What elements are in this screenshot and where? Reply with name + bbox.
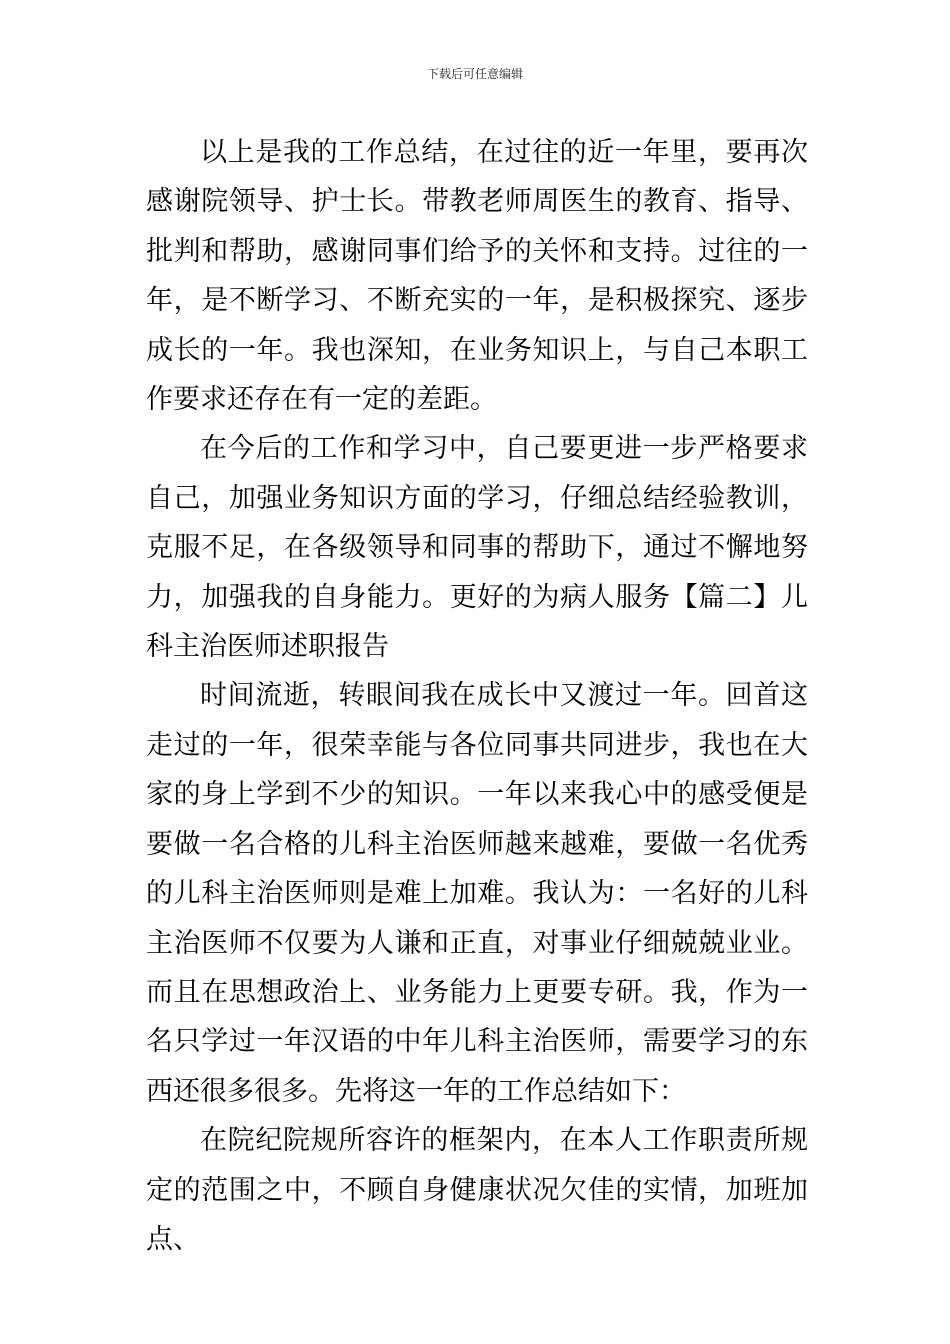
paragraph-4: 在院纪院规所容许的框架内，在本人工作职责所规定的范围之中，不顾自身健康状况欠佳的实情，加班加点、 — [146, 1125, 808, 1255]
paragraph-3: 时间流逝，转眼间我在成长中又渡过一年。回首这走过的一年，很荣幸能与各位同事共同进步，我也在大家的身上学到不少的知识。一年以来我心中的感受便是要做一名合格的儿科主治医师越来越难，要做一名优秀的儿科主治医师则是难上加难。我认为：一名好的儿科主治医师不仅要为人谦和正直，对事业仔细兢兢业业。而且在思想政治上、业务能力上更要专研。我，作为一名只学过一年汉语的中年儿科主治医师，需要学习的东西还很多很多。先将这一年的工作总结如下： — [146, 680, 808, 1107]
page-header-note: 下载后可任意编辑 — [426, 67, 523, 81]
document-body — [146, 128, 808, 1264]
paragraph-1: 以上是我的工作总结，在过往的近一年里，要再次感谢院领导、护士长。带教老师周医生的教育、指导、批判和帮助，感谢同事们给予的关怀和支持。过往的一年，是不断学习、不断充实的一年，是积极探究、逐步成长的一年。我也深知，在业务知识上，与自己本职工作要求还存在有一定的差距。 — [146, 137, 808, 416]
paragraph-2: 在今后的工作和学习中，自己要更进一步严格要求自己，加强业务知识方面的学习，仔细总结经验教训，克服不足，在各级领导和同事的帮助下，通过不懈地努力，加强我的自身能力。更好的为病人服务【篇二】儿科主治医师述职报告 — [146, 433, 808, 663]
